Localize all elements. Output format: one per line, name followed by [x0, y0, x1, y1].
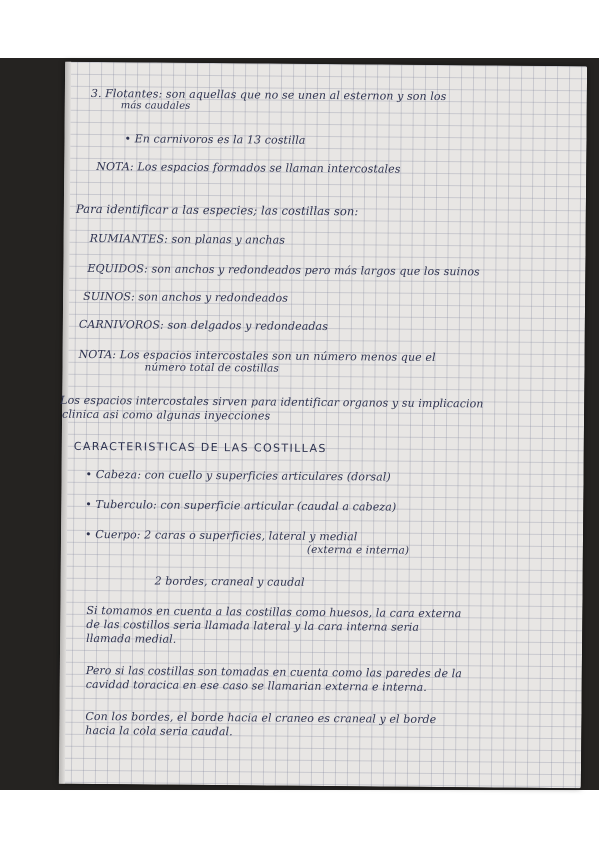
- note-line-18: (externa e interna): [306, 543, 410, 557]
- note-line-7: EQUIDOS: son anchos y redondeados pero más largos que los suinos: [87, 261, 480, 279]
- note-line-4: NOTA: Los espacios formados se llaman intercostales: [96, 160, 401, 176]
- notebook-page: [59, 62, 587, 789]
- note-line-12: Los espacios intercostales sirven para identificar organos y su implicacion: [60, 393, 484, 411]
- note-line-2: más caudales: [120, 100, 191, 112]
- note-line-25: Con los bordes, el borde hacia el craneo es craneal y el borde: [85, 709, 437, 726]
- note-line-13: clinica asi como algunas inyecciones: [62, 407, 271, 423]
- note-line-5: Para identificar a las especies; las costillas son:: [75, 201, 359, 219]
- note-line-9: CARNIVOROS: son delgados y redondeadas: [78, 317, 329, 334]
- note-line-11: número total de costillas: [144, 361, 279, 375]
- section-heading: CARACTERISTICAS DE LAS COSTILLAS: [73, 439, 327, 456]
- note-line-6: RUMIANTES: son planas y anchas: [89, 231, 286, 247]
- note-line-1: 3. Flotantes: son aquellas que no se unen al esternon y son los: [90, 86, 447, 104]
- note-line-22: llamada medial.: [86, 631, 177, 646]
- note-line-16: • Tuberculo: con superficie articular (caudal a cabeza): [85, 497, 397, 514]
- note-line-10: NOTA: Los espacios intercostales son un número menos que el: [78, 347, 436, 364]
- note-line-24: cavidad toracica en ese caso se llamarian externa e interna.: [85, 677, 427, 694]
- note-line-3: • En carnivoros es la 13 costilla: [124, 132, 306, 147]
- note-line-21: de las costillos seria llamada lateral y la cara interna seria: [86, 617, 420, 634]
- note-line-8: SUINOS: son anchos y redondeados: [83, 289, 289, 305]
- note-line-20: Si tomamos en cuenta a las costillas como huesos, la cara externa: [86, 603, 462, 621]
- note-line-15: • Cabeza: con cuello y superficies articulares (dorsal): [85, 467, 391, 484]
- note-line-19: 2 bordes, craneal y caudal: [154, 574, 305, 589]
- note-line-17: • Cuerpo: 2 caras o superficies, lateral y medial: [84, 527, 358, 544]
- note-line-23: Pero si las costillas son tomadas en cuenta como las paredes de la: [85, 663, 463, 681]
- note-line-26: hacia la cola seria caudal.: [85, 723, 233, 739]
